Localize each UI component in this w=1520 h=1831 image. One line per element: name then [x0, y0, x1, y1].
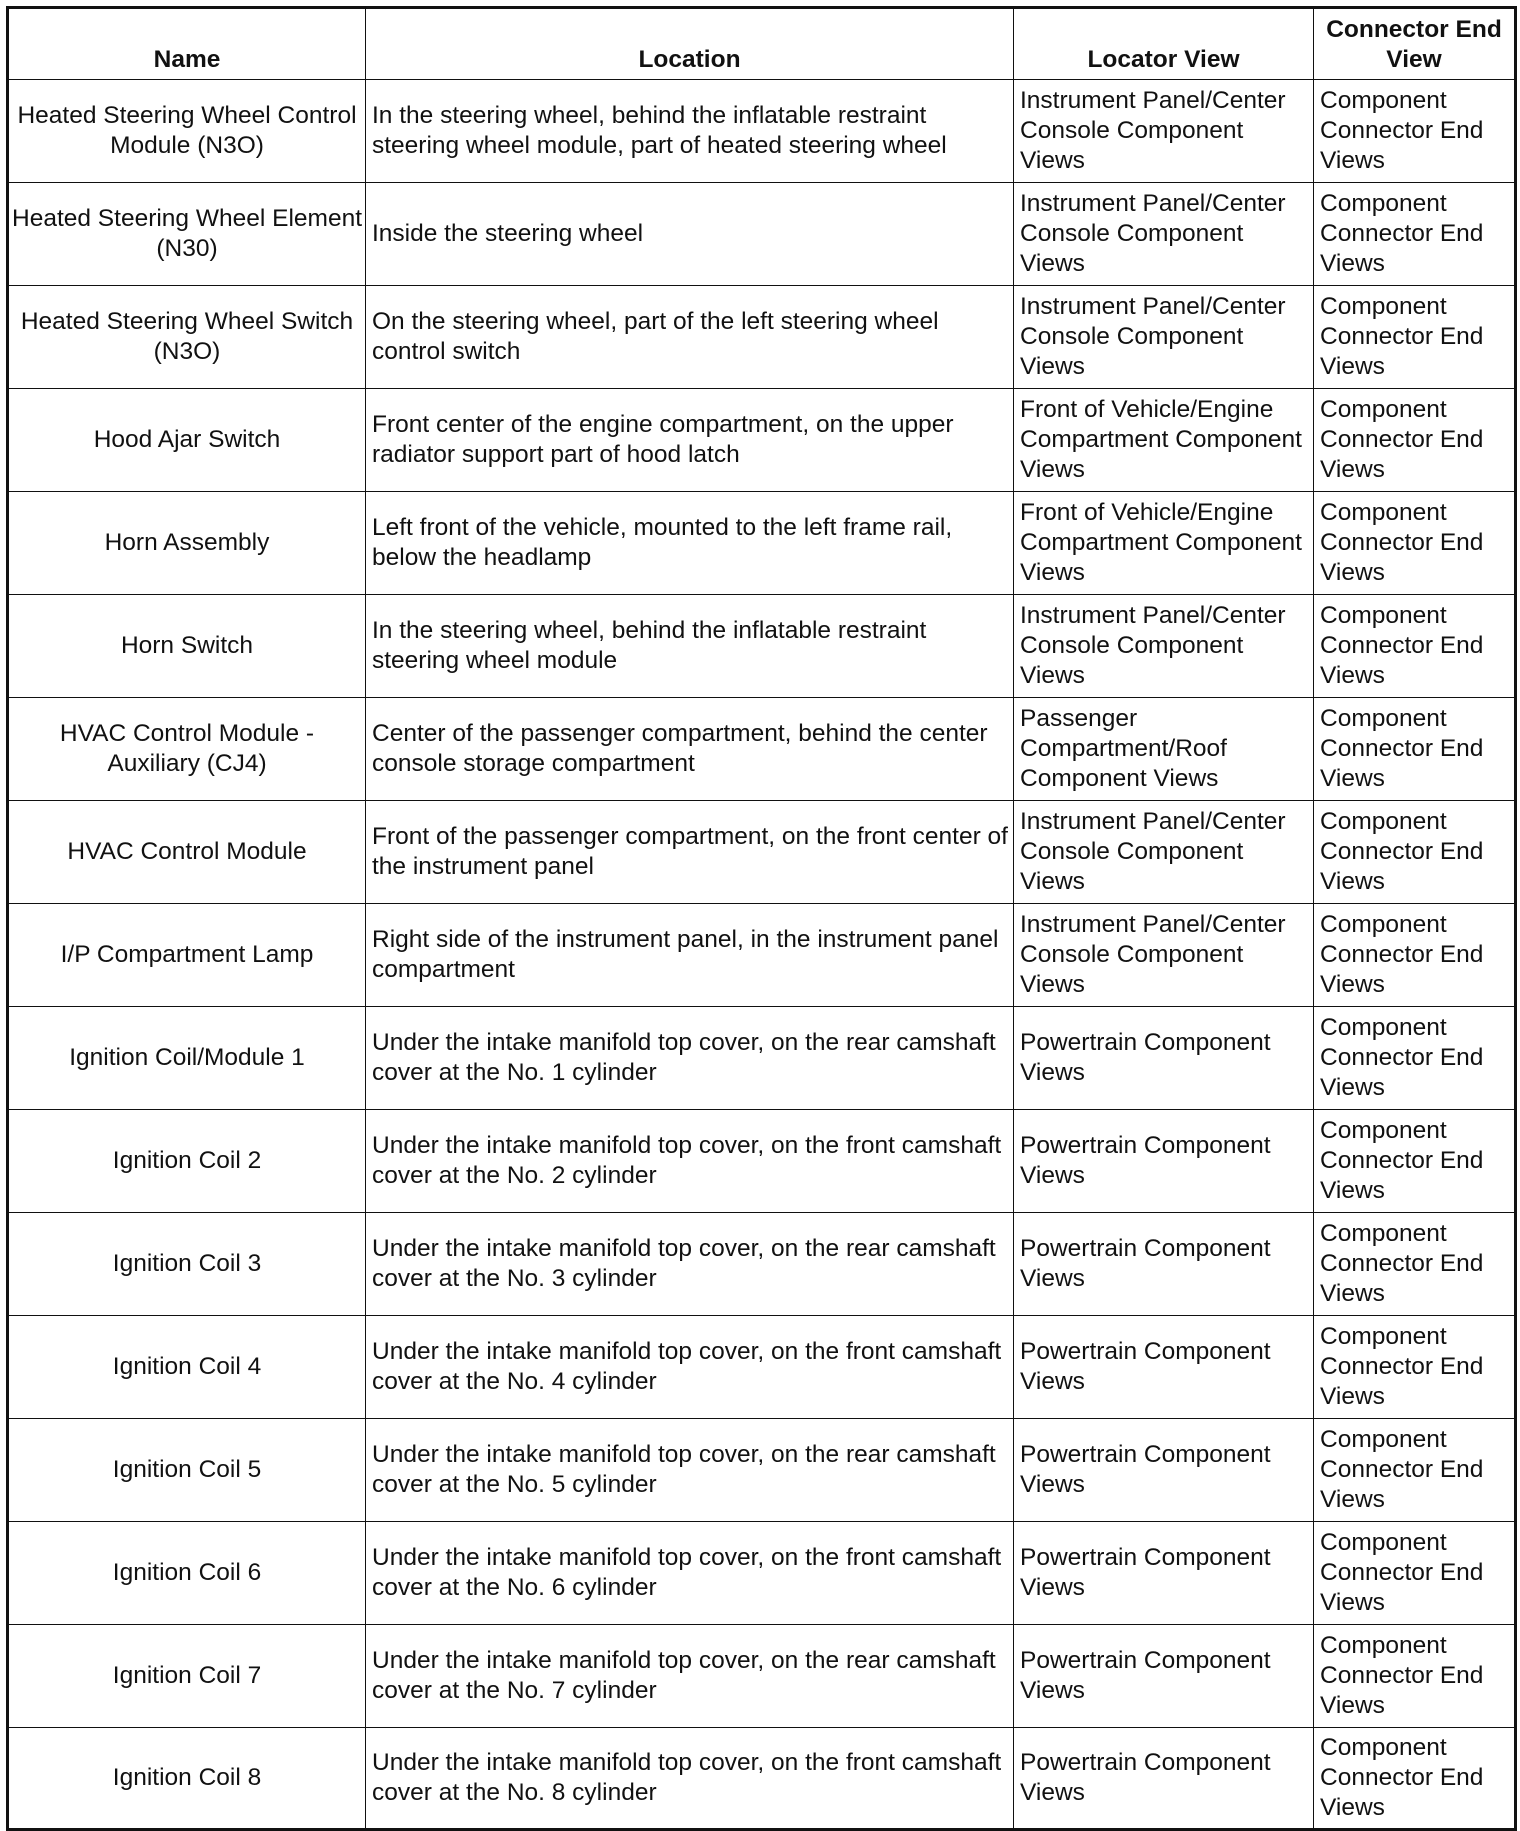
- cell-location: Front center of the engine compartment, on the upper radiator support part of hood latch: [366, 389, 1014, 492]
- cell-location: Under the intake manifold top cover, on the front camshaft cover at the No. 2 cylinder: [366, 1110, 1014, 1213]
- cell-connector-end-view: Component Connector End Views: [1314, 904, 1516, 1007]
- cell-name: HVAC Control Module: [8, 801, 366, 904]
- cell-name: Ignition Coil 5: [8, 1419, 366, 1522]
- cell-locator-view: Powertrain Component Views: [1014, 1522, 1314, 1625]
- document-page: [6, 6, 1517, 1831]
- cell-name: Horn Switch: [8, 595, 366, 698]
- table-body: [8, 80, 1516, 1830]
- cell-name: Heated Steering Wheel Switch (N3O): [8, 286, 366, 389]
- table-row: [8, 183, 1516, 286]
- cell-locator-view: Instrument Panel/Center Console Component Views: [1014, 595, 1314, 698]
- header-row: [8, 8, 1516, 80]
- cell-location: On the steering wheel, part of the left steering wheel control switch: [366, 286, 1014, 389]
- table-row: [8, 1316, 1516, 1419]
- cell-location: Under the intake manifold top cover, on the rear camshaft cover at the No. 5 cylinder: [366, 1419, 1014, 1522]
- cell-location: Front of the passenger compartment, on the front center of the instrument panel: [366, 801, 1014, 904]
- cell-connector-end-view: Component Connector End Views: [1314, 80, 1516, 183]
- cell-location: In the steering wheel, behind the inflatable restraint steering wheel module: [366, 595, 1014, 698]
- cell-name: I/P Compartment Lamp: [8, 904, 366, 1007]
- cell-name: Heated Steering Wheel Element (N30): [8, 183, 366, 286]
- table-row: [8, 1728, 1516, 1830]
- cell-location: Center of the passenger compartment, behind the center console storage compartment: [366, 698, 1014, 801]
- cell-locator-view: Powertrain Component Views: [1014, 1625, 1314, 1728]
- cell-name: Hood Ajar Switch: [8, 389, 366, 492]
- cell-location: Under the intake manifold top cover, on the rear camshaft cover at the No. 1 cylinder: [366, 1007, 1014, 1110]
- cell-location: Right side of the instrument panel, in the instrument panel compartment: [366, 904, 1014, 1007]
- table-row: [8, 595, 1516, 698]
- cell-location: Under the intake manifold top cover, on the front camshaft cover at the No. 8 cylinder: [366, 1728, 1014, 1830]
- table-row: [8, 1213, 1516, 1316]
- table-row: [8, 80, 1516, 183]
- cell-connector-end-view: Component Connector End Views: [1314, 492, 1516, 595]
- table-row: [8, 1110, 1516, 1213]
- cell-name: Horn Assembly: [8, 492, 366, 595]
- cell-locator-view: Front of Vehicle/Engine Compartment Component Views: [1014, 389, 1314, 492]
- cell-connector-end-view: Component Connector End Views: [1314, 1419, 1516, 1522]
- cell-connector-end-view: Component Connector End Views: [1314, 1625, 1516, 1728]
- table-row: [8, 492, 1516, 595]
- header-connector-end-view: Connector End View: [1314, 8, 1516, 80]
- cell-name: Ignition Coil 8: [8, 1728, 366, 1830]
- cell-connector-end-view: Component Connector End Views: [1314, 1007, 1516, 1110]
- cell-locator-view: Powertrain Component Views: [1014, 1728, 1314, 1830]
- table-row: [8, 286, 1516, 389]
- cell-connector-end-view: Component Connector End Views: [1314, 1728, 1516, 1830]
- cell-name: Ignition Coil/Module 1: [8, 1007, 366, 1110]
- cell-connector-end-view: Component Connector End Views: [1314, 183, 1516, 286]
- cell-name: Ignition Coil 7: [8, 1625, 366, 1728]
- table-row: [8, 801, 1516, 904]
- table-row: [8, 904, 1516, 1007]
- cell-connector-end-view: Component Connector End Views: [1314, 1213, 1516, 1316]
- cell-locator-view: Instrument Panel/Center Console Component Views: [1014, 183, 1314, 286]
- cell-locator-view: Instrument Panel/Center Console Component Views: [1014, 801, 1314, 904]
- cell-locator-view: Passenger Compartment/Roof Component Views: [1014, 698, 1314, 801]
- table-row: [8, 389, 1516, 492]
- cell-location: Under the intake manifold top cover, on the front camshaft cover at the No. 6 cylinder: [366, 1522, 1014, 1625]
- cell-name: Ignition Coil 4: [8, 1316, 366, 1419]
- cell-name: Heated Steering Wheel Control Module (N3O): [8, 80, 366, 183]
- cell-connector-end-view: Component Connector End Views: [1314, 801, 1516, 904]
- cell-name: Ignition Coil 2: [8, 1110, 366, 1213]
- component-locator-table: [6, 6, 1517, 1831]
- cell-connector-end-view: Component Connector End Views: [1314, 389, 1516, 492]
- cell-connector-end-view: Component Connector End Views: [1314, 595, 1516, 698]
- cell-location: Under the intake manifold top cover, on the front camshaft cover at the No. 4 cylinder: [366, 1316, 1014, 1419]
- table-row: [8, 1007, 1516, 1110]
- cell-locator-view: Powertrain Component Views: [1014, 1316, 1314, 1419]
- cell-locator-view: Instrument Panel/Center Console Component Views: [1014, 904, 1314, 1007]
- cell-locator-view: Powertrain Component Views: [1014, 1213, 1314, 1316]
- table-row: [8, 1625, 1516, 1728]
- cell-connector-end-view: Component Connector End Views: [1314, 698, 1516, 801]
- cell-connector-end-view: Component Connector End Views: [1314, 1522, 1516, 1625]
- cell-location: Under the intake manifold top cover, on the rear camshaft cover at the No. 7 cylinder: [366, 1625, 1014, 1728]
- cell-connector-end-view: Component Connector End Views: [1314, 1110, 1516, 1213]
- cell-locator-view: Powertrain Component Views: [1014, 1110, 1314, 1213]
- table-row: [8, 1522, 1516, 1625]
- table-row: [8, 1419, 1516, 1522]
- cell-name: Ignition Coil 6: [8, 1522, 366, 1625]
- header-locator-view: Locator View: [1014, 8, 1314, 80]
- cell-locator-view: Powertrain Component Views: [1014, 1007, 1314, 1110]
- cell-connector-end-view: Component Connector End Views: [1314, 1316, 1516, 1419]
- cell-locator-view: Instrument Panel/Center Console Component Views: [1014, 286, 1314, 389]
- cell-name: Ignition Coil 3: [8, 1213, 366, 1316]
- cell-connector-end-view: Component Connector End Views: [1314, 286, 1516, 389]
- cell-location: Left front of the vehicle, mounted to the left frame rail, below the headlamp: [366, 492, 1014, 595]
- header-location: Location: [366, 8, 1014, 80]
- cell-locator-view: Powertrain Component Views: [1014, 1419, 1314, 1522]
- cell-locator-view: Instrument Panel/Center Console Component Views: [1014, 80, 1314, 183]
- header-name: Name: [8, 8, 366, 80]
- cell-location: Inside the steering wheel: [366, 183, 1014, 286]
- table-row: [8, 698, 1516, 801]
- cell-name: HVAC Control Module - Auxiliary (CJ4): [8, 698, 366, 801]
- cell-location: Under the intake manifold top cover, on the rear camshaft cover at the No. 3 cylinder: [366, 1213, 1014, 1316]
- cell-locator-view: Front of Vehicle/Engine Compartment Component Views: [1014, 492, 1314, 595]
- cell-location: In the steering wheel, behind the inflatable restraint steering wheel module, part of heated steering wheel: [366, 80, 1014, 183]
